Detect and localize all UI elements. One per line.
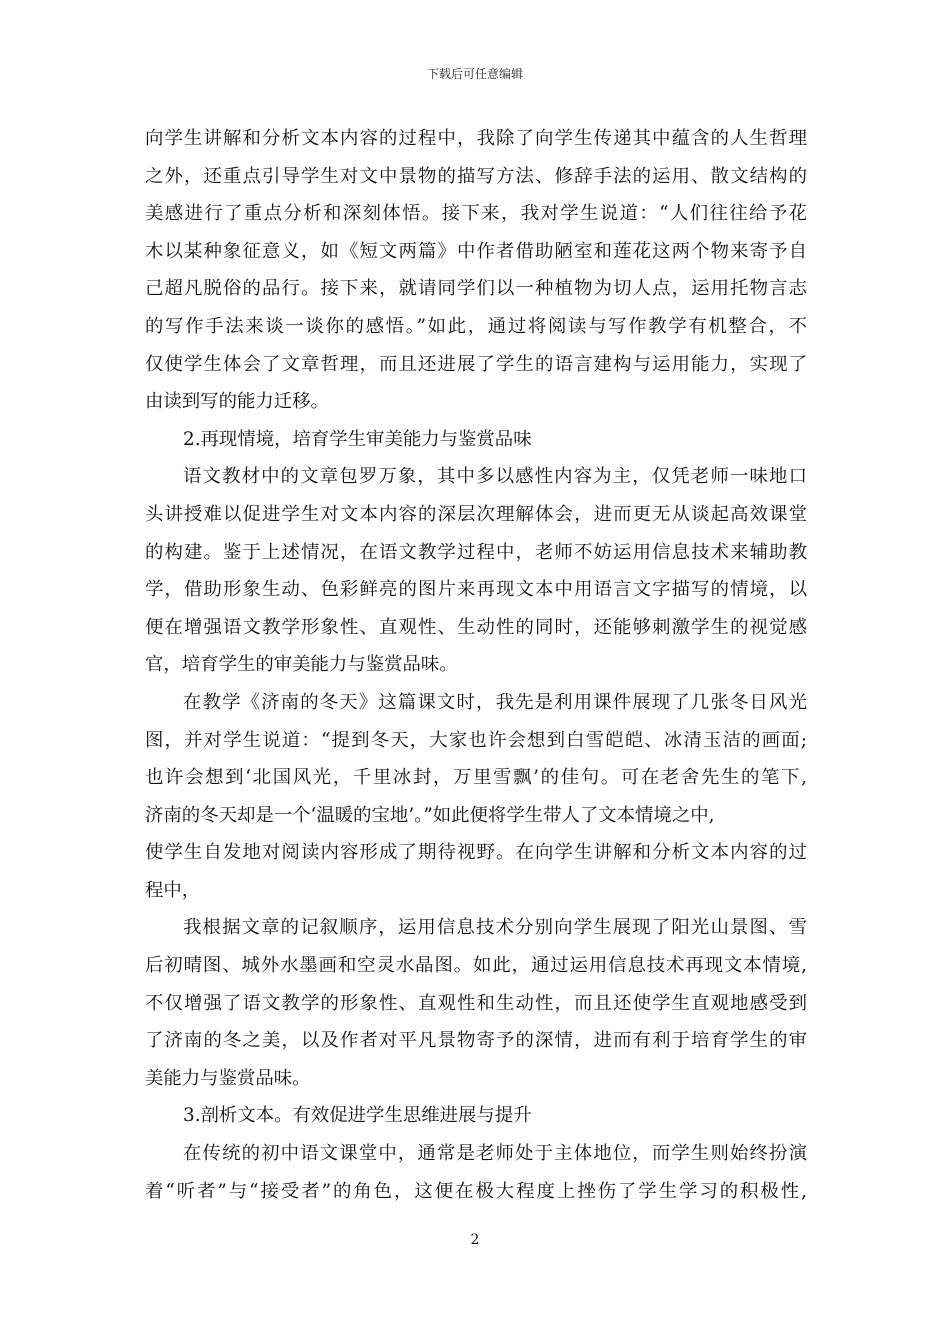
text-line: 学，借助形象生动、色彩鲜亮的图片来再现文本中用语言文字描写的情境，以	[145, 579, 807, 601]
text-line: 不仅增强了语文教学的形象性、直观性和生动性，而且还使学生直观地感受到	[145, 992, 807, 1014]
text-line: 木以某种象征意义，如《短文两篇》中作者借助陋室和莲花这两个物来寄予自	[145, 240, 807, 262]
text-line: 语文教材中的文章包罗万象，其中多以感性内容为主，仅凭老师一味地口	[183, 466, 807, 488]
text-line: 向学生讲解和分析文本内容的过程中，我除了向学生传递其中蕴含的人生哲理	[145, 128, 807, 149]
document-body	[145, 120, 807, 1210]
text-line: 仅使学生体会了文章哲理，而且还进展了学生的语言建构与运用能力，实现了	[145, 353, 807, 375]
text-line: 着“听者”与“接受者”的角色，这便在极大程度上挫伤了学生学习的积极性,	[145, 1180, 807, 1202]
text-line: 也许会想到‘北国风光，千里冰封，万里雪飘’的佳句。可在老舍先生的笔下,	[145, 767, 807, 789]
section-heading: 3.剖析文本。有效促进学生思维进展与提升	[183, 1105, 532, 1127]
text-line: 便在增强语文教学形象性、直观性、生动性的同时，还能够刺激学生的视觉感	[145, 616, 807, 638]
text-line: 使学生自发地对阅读内容形成了期待视野。在向学生讲解和分析文本内容的过	[145, 842, 807, 864]
text-line: 后初晴图、城外水墨画和空灵水晶图。如此，通过运用信息技术再现文本情境,	[145, 955, 807, 977]
text-line: 之外，还重点引导学生对文中景物的描写方法、修辞手法的运用、散文结构的	[145, 165, 807, 187]
text-line: 了济南的冬之美，以及作者对平凡景物寄予的深情，进而有利于培育学生的审	[145, 1030, 807, 1052]
text-line: 图，并对学生说道：“提到冬天，大家也许会想到白雪皑皑、冰清玉洁的画面;	[145, 729, 807, 751]
text-line: 官，培育学生的审美能力与鉴赏品味。	[145, 654, 458, 676]
text-line: 的写作手法来谈一谈你的感悟。”如此，通过将阅读与写作教学有机整合，不	[145, 315, 807, 337]
text-line: 头讲授难以促进学生对文本内容的深层次理解体会，进而更无从谈起高效课堂	[145, 503, 807, 525]
text-line: 在教学《济南的冬天》这篇课文时，我先是利用课件展现了几张冬日风光	[183, 691, 807, 713]
section-heading: 2.再现情境，培育学生审美能力与鉴赏品味	[183, 428, 532, 450]
text-line: 由读到写的能力迁移。	[145, 391, 329, 413]
text-line: 在传统的初中语文课堂中，通常是老师处于主体地位，而学生则始终扮演	[183, 1143, 807, 1165]
text-line: 的构建。鉴于上述情况，在语文教学过程中，老师不妨运用信息技术来辅助教	[145, 541, 807, 563]
page-number: 2	[470, 1232, 480, 1248]
text-line: 我根据文章的记叙顺序，运用信息技术分别向学生展现了阳光山景图、雪	[183, 917, 807, 939]
text-line: 己超凡脱俗的品行。接下来，就请同学们以一种植物为切人点，运用托物言志	[145, 278, 807, 300]
text-line: 美感进行了重点分析和深刻体悟。接下来，我对学生说道：“人们往往给予花	[145, 203, 807, 225]
text-line: 济南的冬天却是一个‘温暖的宝地’。”如此便将学生带人了文本情境之中,	[145, 804, 715, 826]
text-line: 美能力与鉴赏品味。	[145, 1067, 311, 1089]
page-header: 下载后可任意编辑	[426, 67, 523, 81]
text-line: 程中，	[145, 879, 201, 901]
